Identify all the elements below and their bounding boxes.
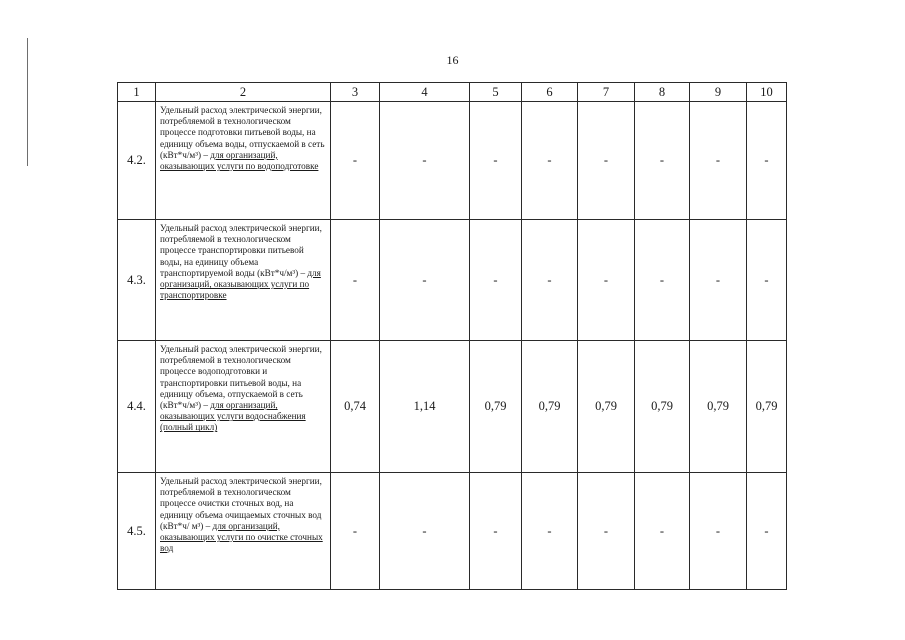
description-text: Удельный расход электрической энергии, потребляемой в технологическом процессе водоподготовки и транспортировки питьевой воды, на единицу объема, отпускаемой в сеть (кВт*ч/м³) –	[160, 344, 322, 411]
row-description	[156, 220, 331, 341]
row-number: 4.5.	[118, 473, 156, 590]
value-cell: -	[578, 220, 635, 341]
description-organization: для организаций, оказывающих услуги по очистке сточных вод	[160, 520, 323, 554]
table-row	[118, 102, 787, 220]
description-organization: для организаций, оказывающих услуги водоснабжения (полный цикл)	[160, 400, 306, 433]
column-header: 4	[380, 83, 470, 102]
value-cell: -	[635, 473, 690, 590]
value-cell: -	[522, 102, 578, 220]
value-cell: -	[470, 220, 522, 341]
column-header: 1	[118, 83, 156, 102]
description-organization: для организаций, оказывающих услуги по водоподготовке	[160, 149, 319, 172]
value-cell: -	[578, 102, 635, 220]
row-number: 4.2.	[118, 102, 156, 220]
column-header: 9	[690, 83, 747, 102]
value-cell: -	[380, 220, 470, 341]
table-header-row	[118, 83, 787, 102]
value-cell: -	[578, 473, 635, 590]
value-cell: -	[522, 220, 578, 341]
page-number: 16	[446, 53, 459, 67]
column-header: 7	[578, 83, 635, 102]
value-cell: -	[522, 473, 578, 590]
value-cell: -	[747, 102, 787, 220]
value-cell: 0,79	[578, 341, 635, 473]
value-cell: -	[331, 220, 380, 341]
row-description	[156, 341, 331, 473]
value-cell: 0,79	[690, 341, 747, 473]
column-header: 5	[470, 83, 522, 102]
row-description	[156, 102, 331, 220]
value-cell: 0,79	[470, 341, 522, 473]
description-text: Удельный расход электрической энергии, потребляемой в технологическом процессе подготовки питьевой воды, на единицу объема воды, отпускаемой в сеть (кВт*ч/м³) –	[160, 105, 325, 160]
description-text: Удельный расход электрической энергии, потребляемой в технологическом процессе транспортировки питьевой воды, на единицу объема транспортируемой воды (кВт*ч/м³) –	[160, 223, 322, 278]
value-cell: -	[470, 473, 522, 590]
row-number: 4.3.	[118, 220, 156, 341]
value-cell: -	[380, 102, 470, 220]
value-cell: -	[331, 102, 380, 220]
column-header: 10	[747, 83, 787, 102]
value-cell: 0,79	[522, 341, 578, 473]
value-cell: -	[470, 102, 522, 220]
value-cell: -	[331, 473, 380, 590]
table-row	[118, 220, 787, 341]
value-cell: -	[690, 473, 747, 590]
value-cell: 1,14	[380, 341, 470, 473]
description-text: Удельный расход электрической энергии, потребляемой в технологическом процессе очистки сточных вод, на единицу объема очищаемых сточных вод (кВт*ч/ м³) –	[160, 476, 322, 531]
value-cell: -	[380, 473, 470, 590]
value-cell: -	[690, 220, 747, 341]
column-header: 3	[331, 83, 380, 102]
description-organization: для организаций, оказывающих услуги по транспортировке	[160, 267, 321, 301]
value-cell: -	[747, 473, 787, 590]
value-cell: 0,79	[747, 341, 787, 473]
value-cell: 0,74	[331, 341, 380, 473]
row-description	[156, 473, 331, 590]
column-header: 2	[156, 83, 331, 102]
table-row	[118, 341, 787, 473]
value-cell: -	[690, 102, 747, 220]
value-cell: -	[747, 220, 787, 341]
column-header: 8	[635, 83, 690, 102]
data-table	[117, 82, 787, 590]
value-cell: 0,79	[635, 341, 690, 473]
value-cell: -	[635, 220, 690, 341]
column-header: 6	[522, 83, 578, 102]
value-cell: -	[635, 102, 690, 220]
row-number: 4.4.	[118, 341, 156, 473]
table-row	[118, 473, 787, 590]
